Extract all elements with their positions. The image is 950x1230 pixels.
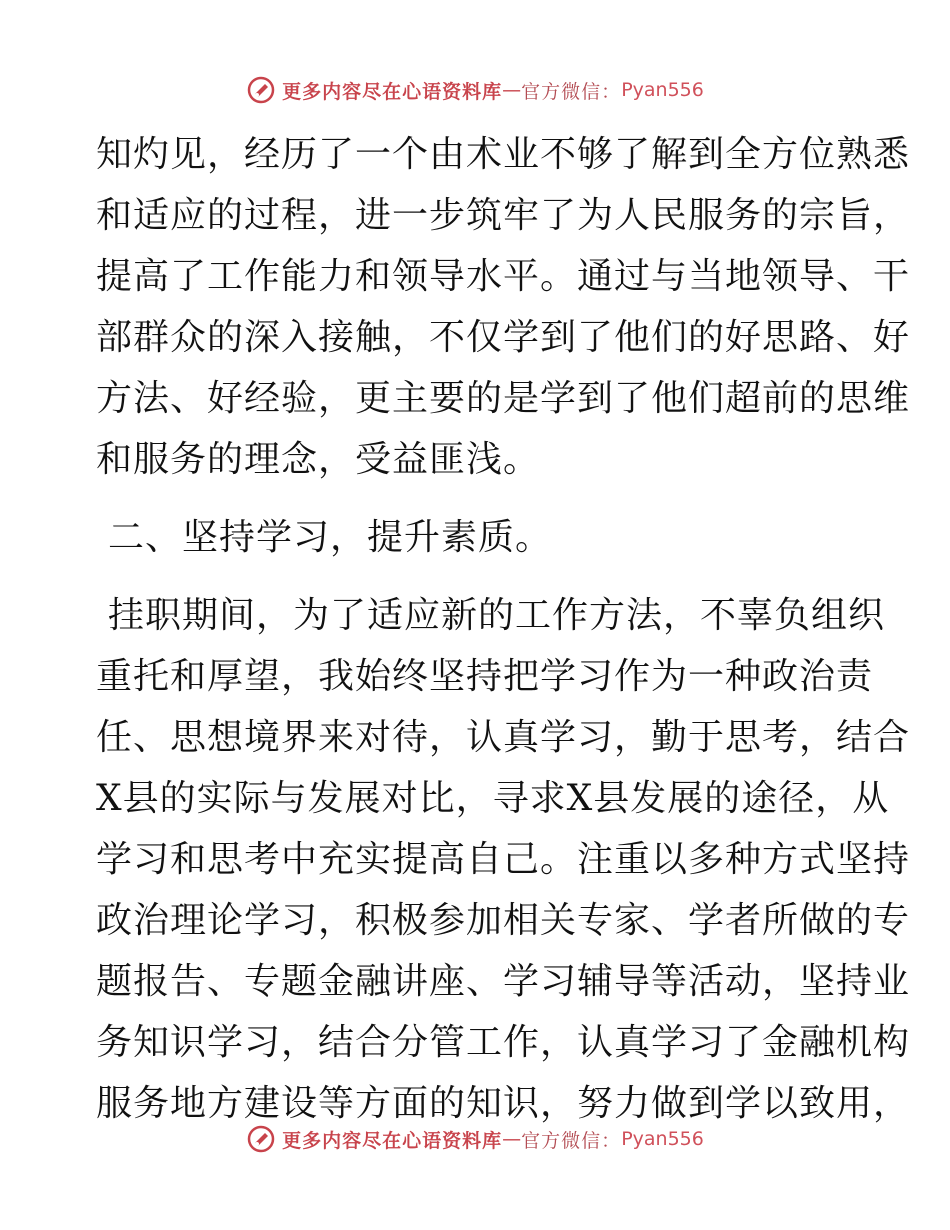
- text-line: 和适应的过程，进一步筑牢了为人民服务的宗旨，: [96, 195, 911, 236]
- section-heading: 二、坚持学习，提升素质。: [108, 517, 553, 558]
- logo-icon: [246, 75, 276, 105]
- text-line: 服务地方建设等方面的知识，努力做到学以致用，: [96, 1083, 911, 1124]
- footer-wechat-id: Pyan556: [621, 1128, 704, 1150]
- header-wechat-label: 官方微信：: [521, 80, 622, 103]
- paragraph-continued: [96, 124, 911, 490]
- footer-wechat-label: 官方微信：: [521, 1129, 622, 1152]
- text-line: 挂职期间，为了适应新的工作方法，不辜负组织: [108, 595, 886, 636]
- document-body: [96, 124, 911, 1134]
- header-wechat-id: Pyan556: [621, 79, 704, 101]
- footer-dash: —: [502, 1128, 522, 1150]
- paragraph-study: [96, 585, 911, 1134]
- text-line: 重托和厚望，我始终坚持把学习作为一种政治责: [96, 656, 874, 697]
- text-line: 题报告、专题金融讲座、学习辅导等活动，坚持业: [96, 961, 911, 1002]
- text-line: X县的实际与发展对比，寻求X县发展的途径，从: [96, 778, 890, 819]
- text-line: 知灼见，经历了一个由术业不够了解到全方位熟悉: [96, 134, 911, 175]
- text-line: 政治理论学习，积极参加相关专家、学者所做的专: [96, 900, 911, 941]
- text-line: 任、思想境界来对待，认真学习，勤于思考，结合: [96, 717, 911, 758]
- text-line: 务知识学习，结合分管工作，认真学习了金融机构: [96, 1022, 911, 1063]
- header-dash: —: [502, 79, 522, 101]
- text-line: 方法、好经验，更主要的是学到了他们超前的思维: [96, 378, 911, 419]
- footer-promo-text: 更多内容尽在心语资料库: [282, 1129, 503, 1152]
- header-promo-text: 更多内容尽在心语资料库: [282, 80, 503, 103]
- text-line: 和服务的理念，受益匪浅。: [96, 439, 541, 480]
- text-line: 部群众的深入接触，不仅学到了他们的好思路、好: [96, 317, 911, 358]
- footer-banner: [0, 1119, 950, 1159]
- text-line: 学习和思考中充实提高自己。注重以多种方式坚持: [96, 839, 911, 880]
- header-banner: [0, 70, 950, 110]
- logo-icon: [246, 1124, 276, 1154]
- text-line: 提高了工作能力和领导水平。通过与当地领导、干: [96, 256, 911, 297]
